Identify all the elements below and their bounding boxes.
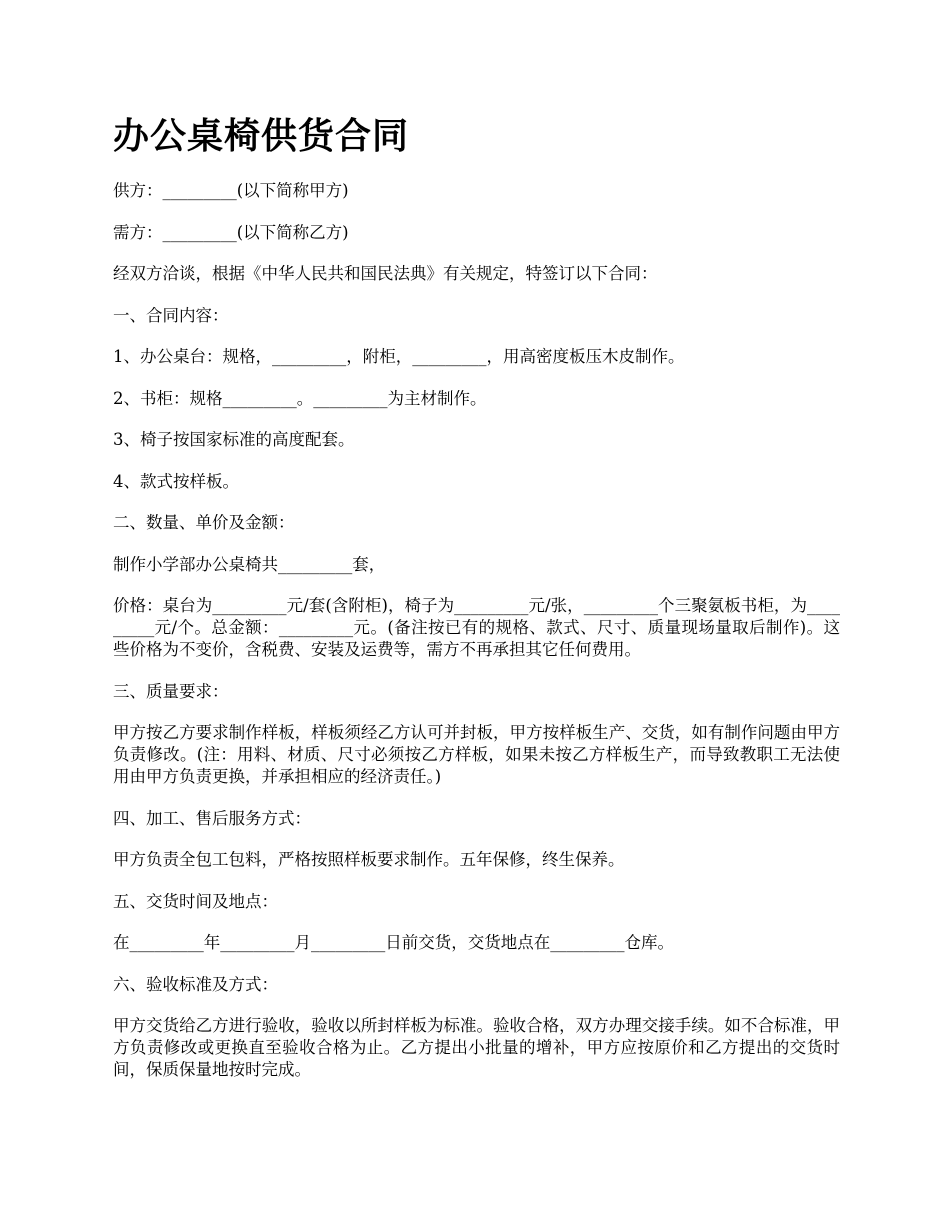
clause-quantity: 制作小学部办公桌椅共_________套， — [113, 554, 386, 574]
document-page — [113, 112, 840, 1101]
clause-service: 甲方负责全包工包料，严格按照样板要求制作。五年保修，终生保养。 — [113, 850, 625, 869]
section-heading-delivery: 五、交货时间及地点： — [113, 891, 278, 911]
clause-style: 4、款式按样板。 — [113, 471, 239, 491]
clause-chair: 3、椅子按国家标准的高度配套。 — [113, 430, 355, 449]
section-heading-acceptance: 六、验收标准及方式： — [113, 974, 278, 994]
clause-bookcase: 2、书柜：规格_________。_________为主材制作。 — [113, 388, 487, 408]
clause-quality: 甲方按乙方要求制作样板，样板须经乙方认可并封板，甲方按样板生产、交货，如有制作问题由甲方负责修改。(注：用料、材质、尺寸必须按乙方样板，如果未按乙方样板生产，而导致教职工无法使用由甲方负责更换，并承担相应的经济责任。) — [113, 723, 840, 786]
section-heading-contents: 一、合同内容： — [113, 305, 229, 325]
section-heading-service: 四、加工、售后服务方式： — [113, 808, 311, 828]
document-title: 办公桌椅供货合同 — [113, 115, 410, 157]
section-heading-quality: 三、质量要求： — [113, 681, 229, 701]
section-heading-quantity: 二、数量、单价及金额： — [113, 513, 295, 532]
preamble: 经双方洽谈，根据《中华人民共和国民法典》有关规定，特签订以下合同： — [113, 264, 658, 283]
clause-desk: 1、办公桌台：规格，_________，附柜，_________，用高密度板压木皮制作。 — [113, 347, 685, 366]
clause-acceptance: 甲方交货给乙方进行验收，验收以所封样板为标准。验收合格，双方办理交接手续。如不合标准，甲方负责修改或更换直至验收合格为止。乙方提出小批量的增补，甲方应按原价和乙方提出的交货时间，保质保量地按时完成。 — [113, 1016, 840, 1079]
clause-price: 价格：桌台为_________元/套(含附柜)，椅子为_________元/张，_________个三聚氨板书柜，为_________元/个。总金额：_________元。(备注按已有的规格、款式、尺寸、质量现场量取后制作)。这些价格为不变价，含税费、安装及运费等，需方不再承担其它任何费用。 — [113, 596, 840, 659]
clause-delivery: 在_________年_________月_________日前交货，交货地点在_________仓库。 — [113, 933, 674, 952]
supplier-line: 供方：_________(以下简称甲方) — [113, 181, 349, 200]
buyer-line: 需方：_________(以下简称乙方) — [113, 222, 349, 242]
